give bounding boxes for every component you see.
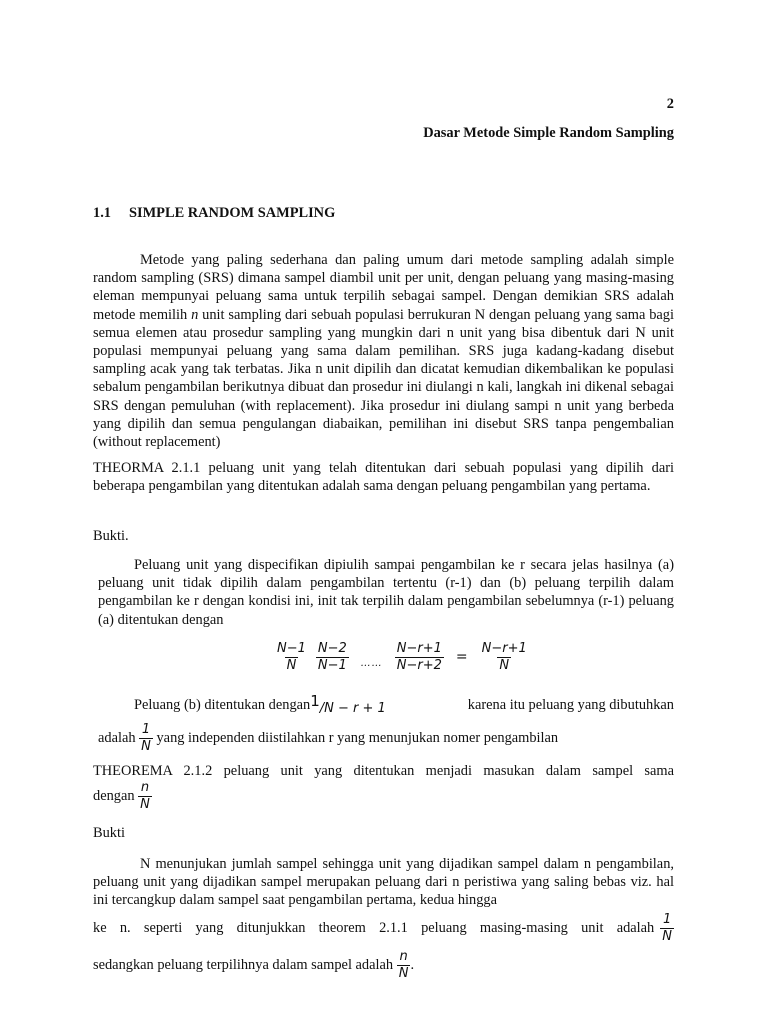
section-title: SIMPLE RANDOM SAMPLING (129, 205, 336, 221)
fraction-1-over-N-numerator: 1 (141, 722, 151, 738)
fraction-n-over-N-numerator: n (140, 780, 150, 796)
fraction-n-over-N (138, 780, 152, 813)
fraction-1-over-N-proof (660, 912, 674, 945)
prob-b-text4: yang independen diistilahkan r yang menunjukan nomer pengambilan (152, 730, 559, 747)
fraction-2 (316, 641, 349, 674)
fraction-1 (275, 641, 308, 674)
italic-n: n (191, 306, 199, 323)
fraction-1-over-N-proof-numerator: 1 (662, 911, 672, 927)
probability-b-paragraph (98, 692, 674, 755)
slash-fraction (310, 692, 386, 718)
fraction-1-over-N-denominator: N (141, 739, 151, 755)
prob-b-text2: karena itu peluang yang dibutuhkan (467, 697, 674, 713)
fraction-2-numerator: N−2 (317, 641, 347, 656)
fraction-1-numerator: N−1 (277, 641, 306, 656)
prob-b-text1: Peluang (b) ditentukan dengan (134, 697, 311, 713)
fraction-1-over-N (139, 722, 153, 755)
paragraph-intro-part1: Metode yang paling sederhana dan paling umum dari metode sampling adalah simple random sampling (SRS) dimana sampel diambil unit per unit, dengan peluang yang masing-masing eleman mempunyai peluang sama untuk terpilih sebagai sampel. Dengan demikian SRS adalah metode memilih (93, 252, 674, 323)
proof-1-body: Peluang unit yang dispecifikan dipiulih sampai pengambilan ke r secara jelas hasilnya (a) peluang unit tidak dipilih dalam pengambilan tertentu (r-1) dan (b) peluang terpilih dalam pengambilan ke r dengan kondisi ini, init tak terpilih dalam pengambilan sebelumnya (r-1) peluang (a) ditentukan dengan (98, 557, 674, 628)
fraction-n-over-N-proof-numerator: n (399, 948, 408, 964)
fraction-2-denominator: N−1 (317, 658, 347, 673)
proof-2-label: Bukti (93, 825, 125, 841)
slash-fraction-denominator: /N − r + 1 (319, 701, 386, 716)
fraction-3-numerator: N−r+1 (396, 641, 442, 656)
paragraph-intro (93, 251, 674, 451)
proof-2-text1: N menunjukan jumlah sampel sehingga unit yang dijadikan sampel dalam n pengambilan, peluang unit yang dijadikan sampel merupakan peluang dari n peristiwa yang saling bebas viz. hal ini tercangkup dalam sampel saat pengambilan pertama, kedua hingga (93, 856, 674, 909)
proof-2-text2: ke n. seperti yang ditunjukkan theorem 2.1.1 peluang masing-masing unit adalah (93, 920, 655, 936)
proof-1-label: Bukti. (93, 528, 129, 544)
fraction-1-denominator: N (286, 658, 297, 673)
section-number: 1.1 (93, 205, 111, 221)
proof-2-text3: sedangkan peluang terpilihnya dalam sampel adalah (93, 956, 397, 973)
theorem-2 (93, 762, 674, 813)
slash-fraction-one: 1 (310, 692, 320, 710)
theorem-2-text: THEOREMA 2.1.2 peluang unit yang ditentukan menjadi masukan dalam sampel sama (93, 763, 674, 779)
fraction-n-over-N-proof-denominator: N (398, 965, 409, 981)
fraction-n-over-N-proof (397, 949, 411, 982)
theorem-2-text2: dengan (93, 788, 139, 805)
theorem-1: THEORMA 2.1.1 peluang unit yang telah ditentukan dari sebuah populasi yang dipilih dari beberapa pengambilan yang ditentukan adalah sama dengan peluang pengambilan yang pertama. (93, 460, 674, 495)
proof-2-end: . (410, 956, 415, 973)
ellipsis: …… (360, 658, 383, 670)
probability-equation (275, 641, 529, 674)
section-heading (93, 204, 335, 222)
fraction-4-numerator: N−r+1 (481, 641, 527, 656)
paragraph-intro-part2: unit sampling dari sebuah populasi berrukuran N dengan peluang yang sama bagi semua elemen atau prosedur sampling yang mungkin dari n unit yang bisa dibentuk dari N unit populasi mempunyai peluang yang sama dalam pemilihan. SRS juga kadang-kadang disebut sampling acak yang tak terbatas. Jika n unit dipilih dan dicatat kemudian dikembalikan ke populasi sebalum pengambilan berikutnya dibuat dan prosedur ini diulangi n kali, langkah ini dikenal sebagai SRS dengan pemuluhan (with replacement). Jika prosedur ini diulang sampi n unit yang berbeda yang dipilih dan semua pengulangan diabaikan, pemilihan ini disebut SRS tanpa pengembalian (without replacement) (93, 306, 674, 451)
equals-sign: = (455, 649, 468, 666)
fraction-4 (480, 641, 529, 674)
fraction-4-denominator: N (499, 658, 510, 673)
fraction-3-denominator: N−r+2 (396, 658, 442, 673)
fraction-n-over-N-denominator: N (140, 797, 150, 813)
document-page (93, 0, 674, 1024)
page-number: 2 (666, 96, 674, 112)
fraction-1-over-N-proof-denominator: N (662, 928, 672, 944)
chapter-title: Dasar Metode Simple Random Sampling (423, 125, 674, 141)
prob-b-text3: adalah (98, 730, 140, 747)
proof-2-paragraph (93, 855, 674, 982)
fraction-3 (395, 641, 444, 674)
proof-1-text (98, 556, 674, 629)
